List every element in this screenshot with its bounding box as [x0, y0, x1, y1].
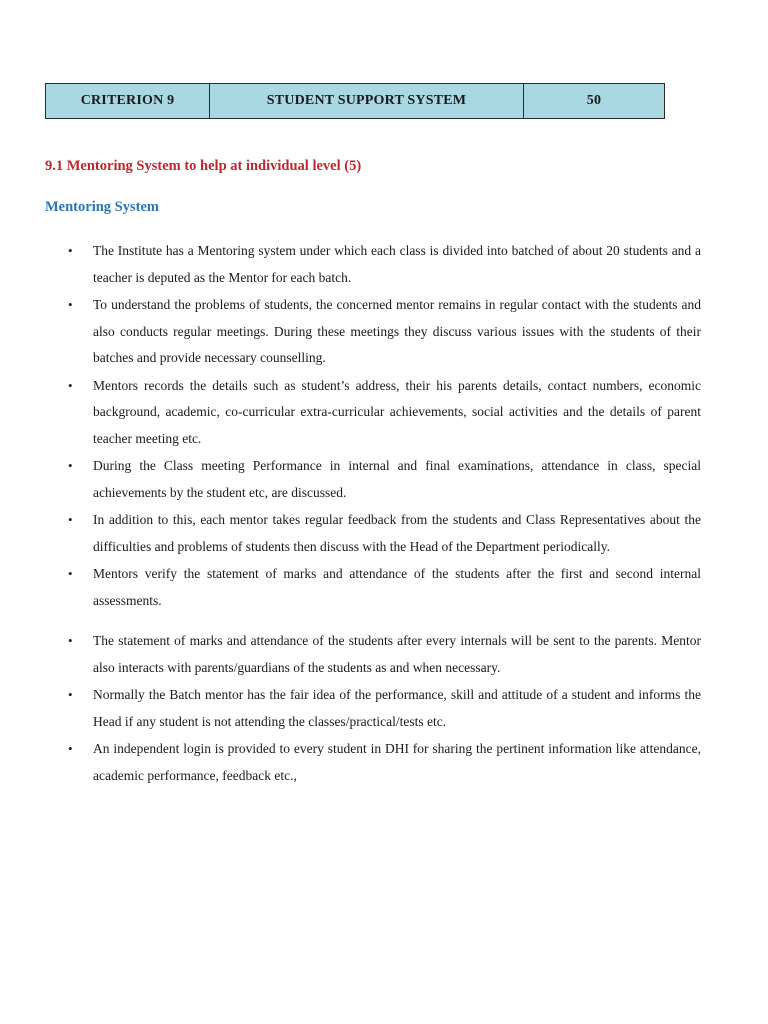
bullet-dot-icon: • [68, 243, 73, 258]
bullet-text: In addition to this, each mentor takes regular feedback from the students and Class Representatives about the difficulties and problems of students then discuss with the Head of the Department periodically. [93, 512, 701, 554]
criterion-title: STUDENT SUPPORT SYSTEM [210, 84, 524, 118]
bullet-dot-icon: • [68, 458, 73, 473]
criterion-header-table [45, 83, 665, 119]
bullet-text: Mentors verify the statement of marks and attendance of the students after the first and second internal assessments. [93, 566, 701, 608]
bullet-item [66, 292, 701, 372]
criterion-number: CRITERION 9 [46, 84, 210, 118]
bullet-item [66, 507, 701, 560]
bullet-text: During the Class meeting Performance in internal and final examinations, attendance in class, special achievements by the student etc, are discussed. [93, 458, 701, 500]
mentoring-bullet-list [66, 238, 701, 790]
bullet-item [66, 453, 701, 506]
bullet-text: Mentors records the details such as student’s address, their his parents details, contact numbers, economic background, academic, co-curricular extra-curricular achievements, social activities and the details of parent teacher meeting etc. [93, 377, 701, 446]
bullet-text: To understand the problems of students, the concerned mentor remains in regular contact with the students and also conducts regular meetings. During these meetings they discuss various issues with the students of their batches and provide necessary counselling. [93, 297, 701, 365]
bullet-dot-icon: • [68, 377, 73, 393]
bullet-item [66, 736, 701, 789]
bullet-dot-icon: • [68, 297, 73, 312]
bullet-item [66, 682, 701, 735]
bullet-dot-icon: • [68, 687, 73, 702]
bullet-text: An independent login is provided to every student in DHI for sharing the pertinent information like attendance, academic performance, feedback etc., [93, 741, 701, 783]
bullet-item [66, 373, 701, 453]
bullet-dot-icon: • [68, 633, 73, 648]
bullet-dot-icon: • [68, 741, 73, 756]
sub-heading: Mentoring System [45, 199, 159, 215]
bullet-item [66, 628, 701, 681]
bullet-text: The statement of marks and attendance of the students after every internals will be sent to the parents. Mentor also interacts with parents/guardians of the students as and when necessary. [93, 633, 701, 675]
section-heading: 9.1 Mentoring System to help at individual level (5) [45, 158, 362, 174]
bullet-text: The Institute has a Mentoring system under which each class is divided into batched of about 20 students and a teacher is deputed as the Mentor for each batch. [93, 243, 701, 285]
bullet-dot-icon: • [68, 512, 73, 527]
bullet-dot-icon: • [68, 566, 73, 581]
bullet-item [66, 561, 701, 614]
bullet-item [66, 238, 701, 291]
bullet-text: Normally the Batch mentor has the fair idea of the performance, skill and attitude of a student and informs the Head if any student is not attending the classes/practical/tests etc. [93, 687, 701, 729]
criterion-marks: 50 [586, 93, 602, 108]
